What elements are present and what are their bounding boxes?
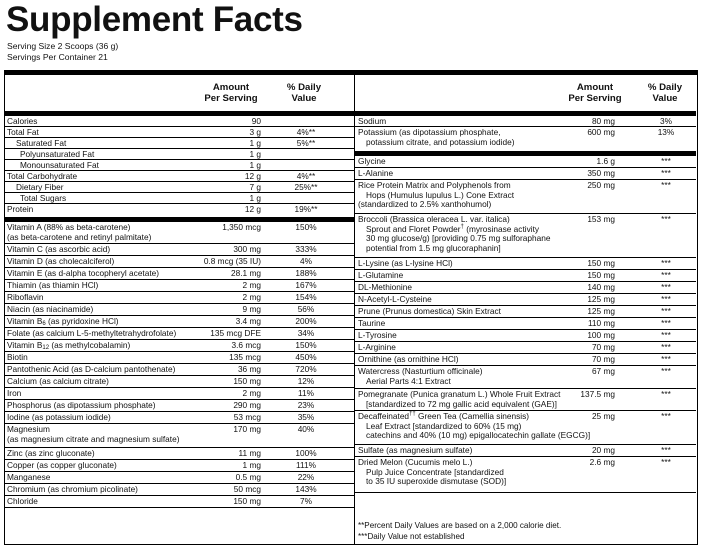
nutrient-name: Polyunsaturated Fat: [20, 149, 95, 159]
daily-value: 12%: [297, 376, 315, 386]
amount-per-serving: 600 mg: [587, 127, 615, 137]
nutrient-row-dl-methionine: [355, 282, 696, 294]
nutrient-row-prune-prunus-domestica-skin-extract: [355, 306, 696, 318]
daily-value: 100%: [295, 448, 317, 458]
daily-value: 11%: [298, 388, 314, 398]
daily-value: ***: [661, 445, 671, 455]
amount-per-serving: 53 mcg: [233, 412, 261, 422]
nutrient-name: Magnesium (as magnesium citrate and magnesium sulfate): [7, 424, 180, 444]
daily-value: 450%: [295, 352, 317, 362]
nutrient-row-l-tyrosine: [355, 330, 696, 342]
nutrient-name: Protein: [7, 204, 34, 214]
right-column: [355, 75, 696, 493]
nutrient-name: Vitamin D (as cholecalciferol): [7, 256, 115, 266]
nutrient-name: Dried Melon (Cucumis melo L.) Pulp Juice Concentrate [standardized to 35 IU superoxide dismutase (SOD)]: [358, 457, 507, 487]
daily-value: ***: [661, 318, 671, 328]
nutrient-row-broccoli-brassica-oleracea-l-var-italica: [355, 214, 696, 258]
daily-value: ***: [661, 354, 671, 364]
daily-value: ***: [661, 214, 671, 224]
daily-value: ***: [661, 411, 671, 421]
nutrient-row-decaffeinated-green-tea-camellia-sinensi: [355, 411, 696, 445]
nutrient-name: Chloride: [7, 496, 38, 506]
daily-value: ***: [661, 258, 671, 268]
amount-per-serving: 150 mg: [587, 258, 615, 268]
daily-value: 4%**: [296, 171, 316, 181]
amount-per-serving: 2 mg: [242, 280, 261, 290]
nutrient-row-manganese: [4, 472, 354, 484]
page-title: Supplement Facts: [6, 0, 303, 39]
nutrient-name: Taurine: [358, 318, 386, 328]
amount-per-serving: 36 mg: [237, 364, 261, 374]
nutrient-row-vitamin-d-as-cholecalciferol: [4, 256, 354, 268]
amount-per-serving: 140 mg: [587, 282, 615, 292]
nutrient-row-vitamin-c-as-ascorbic-acid: [4, 244, 354, 256]
daily-value: ***: [661, 457, 671, 467]
nutrient-row-watercress-nasturtium-officinale: [355, 366, 696, 389]
nutrient-row-ornithine-as-ornithine-hcl: [355, 354, 696, 366]
nutrient-name: Biotin: [7, 352, 28, 362]
nutrient-name: Monounsaturated Fat: [20, 160, 99, 170]
nutrient-name: Vitamin $B_{12}$ (as methylcobalamin): [7, 340, 131, 351]
nutrient-name: Thiamin (as thiamin HCl): [7, 280, 99, 290]
nutrient-name: Saturated Fat: [16, 138, 67, 148]
nutrient-row-zinc-as-zinc-gluconate: [4, 448, 354, 460]
amount-per-serving: 137.5 mg: [580, 389, 615, 399]
amount-per-serving: 250 mg: [587, 180, 615, 190]
footnote-not-established: ***Daily Value not established: [358, 532, 465, 541]
nutrient-name: Phosphorus (as dipotassium phosphate): [7, 400, 156, 410]
nutrient-row-phosphorus-as-dipotassium-phosphate: [4, 400, 354, 412]
nutrient-name: Riboflavin: [7, 292, 44, 302]
daily-value: 7%: [300, 496, 312, 506]
amount-per-serving: 135 mcg: [229, 352, 261, 362]
nutrient-row-iron: [4, 388, 354, 400]
nutrient-name: Rice Protein Matrix and Polyphenols from Hops (Humulus lupulus L.) Cone Extract (standardized to 2.5% xanthohumol): [358, 180, 515, 210]
nutrient-row-vitamin-b6-as-pyridoxine-hcl: [4, 316, 354, 328]
amount-per-serving: 2.6 mg: [589, 457, 615, 467]
nutrient-name: Vitamin $B_6$ (as pyridoxine HCl): [7, 316, 119, 327]
amount-per-serving: 3.6 mcg: [231, 340, 261, 350]
nutrient-name: Watercress (Nasturtium officinale) Aerial Parts 4:1 Extract: [358, 366, 483, 386]
daily-value: 34%: [297, 328, 315, 338]
nutrient-row-l-glutamine: [355, 270, 696, 282]
nutrient-row-dietary-fiber: [4, 182, 354, 193]
amount-per-serving: 100 mg: [587, 330, 615, 340]
left-header: [4, 75, 354, 116]
nutrient-row-pantothenic-acid-as-d-calcium-pantothena: [4, 364, 354, 376]
nutrient-row-total-fat: [4, 127, 354, 138]
amount-per-serving: 67 mg: [591, 366, 615, 376]
nutrient-row-folate-as-calcium-l-5-methyltetrahydrofo: [4, 328, 354, 340]
amount-per-serving: 110 mg: [587, 318, 615, 328]
amount-per-serving: 70 mg: [591, 342, 615, 352]
nutrient-name: Chromium (as chromium picolinate): [7, 484, 138, 494]
nutrient-row-biotin: [4, 352, 354, 364]
nutrient-row-iodine-as-potassium-iodide: [4, 412, 354, 424]
nutrient-name: Decaffeinated†† Green Tea (Camellia sinensis) Leaf Extract [standardized to 60% (15 mg) catechins and 40% (10 mg) epigallocatechin gallate (EGCG)]: [358, 411, 591, 441]
daily-value: 5%**: [296, 138, 316, 148]
daily-value: 4%**: [296, 127, 316, 137]
nutrient-row-sulfate-as-magnesium-sulfate: [355, 445, 696, 457]
dv-header-right: % Daily Value: [647, 82, 683, 104]
daily-value: 154%: [295, 292, 317, 302]
nutrient-name: Total Carbohydrate: [7, 171, 78, 181]
servings-per-container: Servings Per Container 21: [7, 52, 108, 62]
dv-header: % Daily Value: [286, 82, 322, 104]
daily-value: 3%: [660, 116, 672, 126]
nutrient-name: Ornithine (as ornithine HCl): [358, 354, 459, 364]
amount-per-serving: 0.5 mg: [235, 472, 261, 482]
nutrient-name: Folate (as calcium L-5-methyltetrahydrofolate): [7, 328, 177, 338]
amount-per-serving: 28.1 mg: [231, 268, 261, 278]
nutrient-row-calcium-as-calcium-citrate: [4, 376, 354, 388]
nutrient-row-vitamin-a-88-as-beta-carotene: [4, 222, 354, 244]
daily-value: ***: [661, 330, 671, 340]
nutrient-name: L-Arginine: [358, 342, 396, 352]
amount-per-serving: 3 g: [249, 127, 261, 137]
nutrient-row-potassium-as-dipotassium-phosphate: [355, 127, 696, 156]
nutrient-row-l-alanine: [355, 168, 696, 180]
nutrient-row-riboflavin: [4, 292, 354, 304]
daily-value: 333%: [295, 244, 317, 254]
amount-per-serving: 7 g: [249, 182, 261, 192]
nutrient-name: Iron: [7, 388, 22, 398]
nutrient-row-monounsaturated-fat: [4, 160, 354, 171]
nutrient-row-taurine: [355, 318, 696, 330]
amount-per-serving: 50 mcg: [233, 484, 261, 494]
daily-value: 167%: [295, 280, 317, 290]
nutrient-name: Iodine (as potassium iodide): [7, 412, 111, 422]
daily-value: 25%**: [294, 182, 318, 192]
daily-value: ***: [661, 306, 671, 316]
amount-per-serving: 125 mg: [587, 306, 615, 316]
amount-per-serving: 290 mg: [233, 400, 261, 410]
nutrient-row-copper-as-copper-gluconate: [4, 460, 354, 472]
nutrient-row-chromium-as-chromium-picolinate: [4, 484, 354, 496]
amount-per-serving: 150 mg: [587, 270, 615, 280]
amount-per-serving: 90: [251, 116, 261, 126]
daily-value: 143%: [295, 484, 317, 494]
nutrient-name: Niacin (as niacinamide): [7, 304, 94, 314]
right-header: [355, 75, 696, 116]
nutrient-row-chloride: [4, 496, 354, 508]
nutrient-row-total-sugars: [4, 193, 354, 204]
amount-per-serving: 2 mg: [242, 292, 261, 302]
nutrient-row-sodium: [355, 116, 696, 127]
daily-value: ***: [661, 270, 671, 280]
amount-per-serving: 25 mg: [591, 411, 615, 421]
nutrient-row-saturated-fat: [4, 138, 354, 149]
nutrient-name: Sulfate (as magnesium sulfate): [358, 445, 473, 455]
nutrient-name: Sodium: [358, 116, 387, 126]
daily-value: 200%: [295, 316, 317, 326]
nutrient-name: Prune (Prunus domestica) Skin Extract: [358, 306, 501, 316]
nutrient-row-vitamin-e-as-d-alpha-tocopheryl-acetate: [4, 268, 354, 280]
nutrient-row-thiamin-as-thiamin-hcl: [4, 280, 354, 292]
nutrient-name: Glycine: [358, 156, 386, 166]
amount-per-serving: 1,350 mcg: [222, 222, 261, 232]
amount-per-serving: 2 mg: [242, 388, 261, 398]
nutrient-row-calories: [4, 116, 354, 127]
nutrient-row-protein: [4, 204, 354, 222]
daily-value: ***: [661, 282, 671, 292]
nutrient-name: Vitamin A (88% as beta-carotene) (as beta-carotene and retinyl palmitate): [7, 222, 152, 242]
nutrient-row-niacin-as-niacinamide: [4, 304, 354, 316]
daily-value: ***: [661, 294, 671, 304]
amount-per-serving: 153 mg: [587, 214, 615, 224]
daily-value: 40%: [297, 424, 315, 434]
daily-value: ***: [661, 366, 671, 376]
amount-per-serving: 0.8 mcg (35 IU): [203, 256, 261, 266]
nutrient-row-glycine: [355, 156, 696, 168]
amount-header-right: Amount Per Serving: [568, 82, 622, 104]
nutrient-name: N-Acetyl-L-Cysteine: [358, 294, 432, 304]
daily-value: ***: [661, 168, 671, 178]
daily-value: 56%: [297, 304, 315, 314]
footnote-dv: **Percent Daily Values are based on a 2,000 calorie diet.: [358, 521, 562, 530]
nutrient-row-rice-protein-matrix-and-polyphenols-from: [355, 180, 696, 214]
amount-per-serving: 1 g: [249, 138, 261, 148]
amount-per-serving: 150 mg: [233, 376, 261, 386]
left-column: [4, 75, 354, 508]
daily-value: 13%: [657, 127, 675, 137]
nutrient-row-total-carbohydrate: [4, 171, 354, 182]
nutrient-name: DL-Methionine: [358, 282, 412, 292]
nutrient-name: Calories: [7, 116, 38, 126]
amount-per-serving: 125 mg: [587, 294, 615, 304]
amount-per-serving: 11 mg: [238, 448, 261, 458]
nutrient-name: L-Lysine (as L-lysine HCl): [358, 258, 453, 268]
nutrient-name: Vitamin C (as ascorbic acid): [7, 244, 111, 254]
nutrient-name: L-Tyrosine: [358, 330, 397, 340]
nutrient-name: Dietary Fiber: [16, 182, 64, 192]
daily-value: 188%: [295, 268, 317, 278]
amount-per-serving: 1 mg: [242, 460, 261, 470]
nutrient-row-n-acetyl-l-cysteine: [355, 294, 696, 306]
daily-value: 4%: [300, 256, 312, 266]
nutrient-row-l-arginine: [355, 342, 696, 354]
amount-per-serving: 12 g: [244, 204, 261, 214]
daily-value: 23%: [297, 400, 315, 410]
amount-per-serving: 1 g: [249, 149, 261, 159]
nutrient-name: Zinc (as zinc gluconate): [7, 448, 95, 458]
nutrient-row-polyunsaturated-fat: [4, 149, 354, 160]
amount-per-serving: 1 g: [249, 193, 261, 203]
nutrient-name: Total Sugars: [20, 193, 67, 203]
amount-per-serving: 150 mg: [233, 496, 261, 506]
daily-value: ***: [661, 156, 671, 166]
nutrient-name: Vitamin E (as d-alpha tocopheryl acetate): [7, 268, 160, 278]
nutrient-row-magnesium: [4, 424, 354, 448]
nutrient-name: Copper (as copper gluconate): [7, 460, 117, 470]
amount-per-serving: 70 mg: [591, 354, 615, 364]
amount-per-serving: 12 g: [244, 171, 261, 181]
daily-value: 22%: [297, 472, 315, 482]
nutrient-row-pomegranate-punica-granatum-l-whole-frui: [355, 389, 696, 411]
amount-per-serving: 3.4 mg: [235, 316, 261, 326]
amount-per-serving: 170 mg: [233, 424, 261, 434]
daily-value: 150%: [295, 222, 317, 232]
daily-value: ***: [661, 389, 671, 399]
nutrient-name: Pantothenic Acid (as D-calcium pantothenate): [7, 364, 176, 374]
amount-per-serving: 135 mcg DFE: [210, 328, 261, 338]
daily-value: 111%: [296, 460, 316, 470]
nutrient-name: L-Glutamine: [358, 270, 404, 280]
nutrient-row-vitamin-b12-as-methylcobalamin: [4, 340, 354, 352]
amount-per-serving: 300 mg: [233, 244, 261, 254]
daily-value: 150%: [295, 340, 317, 350]
daily-value: 35%: [297, 412, 315, 422]
amount-header: Amount Per Serving: [204, 82, 258, 104]
amount-per-serving: 9 mg: [242, 304, 261, 314]
nutrient-name: Pomegranate (Punica granatum L.) Whole Fruit Extract [standardized to 72 mg gallic acid equivalent (GAE)]: [358, 389, 561, 409]
daily-value: ***: [661, 342, 671, 352]
nutrient-name: Calcium (as calcium citrate): [7, 376, 109, 386]
serving-size: Serving Size 2 Scoops (36 g): [7, 41, 119, 51]
amount-per-serving: 80 mg: [591, 116, 615, 126]
nutrient-row-dried-melon-cucumis-melo-l: [355, 457, 696, 493]
nutrient-name: Potassium (as dipotassium phosphate, potassium citrate, and potassium iodide): [358, 127, 515, 147]
daily-value: 720%: [295, 364, 317, 374]
daily-value: ***: [661, 180, 671, 190]
nutrient-row-l-lysine-as-l-lysine-hcl: [355, 258, 696, 270]
nutrient-name: Total Fat: [7, 127, 39, 137]
amount-per-serving: 1 g: [249, 160, 261, 170]
nutrient-name: L-Alanine: [358, 168, 394, 178]
nutrient-name: Broccoli (Brassica oleracea L. var. italica) Sprout and Floret Powder† (myrosinase activity 30 mg glucose/g) [providing 0.75 mg sulforaphane potential from 1.5 mg glucoraphanin]: [358, 214, 551, 253]
nutrient-name: Manganese: [7, 472, 51, 482]
amount-per-serving: 1.6 g: [596, 156, 615, 166]
daily-value: 19%**: [294, 204, 318, 214]
amount-per-serving: 20 mg: [591, 445, 615, 455]
amount-per-serving: 350 mg: [587, 168, 615, 178]
